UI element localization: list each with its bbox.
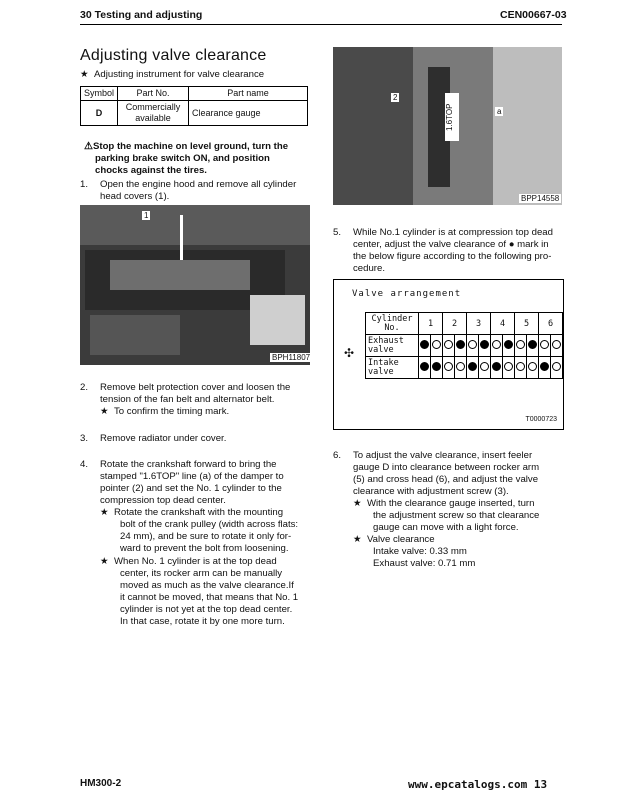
tool-table <box>80 86 308 126</box>
open-circle-icon <box>480 362 489 371</box>
cylinder-6: 6 <box>539 313 563 335</box>
filled-circle-icon <box>432 362 441 371</box>
valve-grid <box>365 312 563 379</box>
filled-circle-icon <box>420 340 429 349</box>
warning-icon: ⚠ <box>84 141 93 152</box>
step-6-note-2: ★ Valve clearance Intake valve: 0.33 mm Exhaust valve: 0.71 mm <box>353 534 476 569</box>
exhaust-mark-cell <box>515 335 527 357</box>
step-4-text: Rotate the crankshaft forward to bring the stamped "1.6TOP" line (a) of the damper to pointer (2) and set the No. 1 cylinder to the compression top dead center. <box>100 459 284 506</box>
valve-figure-code: T0000723 <box>525 416 557 423</box>
step-6-text: To adjust the valve clearance, insert feeler gauge D into clearance between rocker arm (5) and cross head (6), and adjust the valve clearance with adjustment screw (3). <box>353 450 540 497</box>
intake-mark-cell <box>503 357 515 379</box>
open-circle-icon <box>552 362 561 371</box>
cell-part-no: Commercially available <box>118 101 189 126</box>
step-3-text: Remove radiator under cover. <box>100 433 227 444</box>
exhaust-mark-cell <box>527 335 539 357</box>
filled-circle-icon <box>492 362 501 371</box>
exhaust-mark-cell <box>551 335 563 357</box>
open-circle-icon <box>516 362 525 371</box>
intake-mark-cell <box>491 357 503 379</box>
intake-mark-cell <box>479 357 491 379</box>
cylinder-1: 1 <box>419 313 443 335</box>
damper-callout-2: 2 <box>393 93 398 102</box>
fan-icon: ✣ <box>344 346 355 360</box>
damper-stamp: 1.6TOP <box>445 93 459 141</box>
intake-mark-cell <box>443 357 455 379</box>
cylinder-3: 3 <box>467 313 491 335</box>
cell-symbol: D <box>81 101 118 126</box>
intake-mark-cell <box>539 357 551 379</box>
open-circle-icon <box>432 340 441 349</box>
step-1-number: 1. <box>80 179 89 190</box>
engine-photo-code: BPH11807 <box>270 353 310 362</box>
filled-circle-icon <box>528 340 537 349</box>
instrument-note: ★ Adjusting instrument for valve clearance <box>80 69 265 80</box>
document-code: CEN00667-03 <box>500 9 567 21</box>
step-6-note-1: ★ With the clearance gauge inserted, turn the adjustment screw so that clearance gauge can move with a light force. <box>353 498 540 533</box>
exhaust-mark-cell <box>491 335 503 357</box>
section-title: 30 Testing and adjusting <box>80 9 203 21</box>
exhaust-mark-cell <box>503 335 515 357</box>
exhaust-mark-cell <box>419 335 431 357</box>
filled-circle-icon <box>480 340 489 349</box>
step-6-number: 6. <box>333 450 342 461</box>
step-5-number: 5. <box>333 227 342 238</box>
step-3-number: 3. <box>80 433 89 444</box>
cylinder-5: 5 <box>515 313 539 335</box>
intake-mark-cell <box>551 357 563 379</box>
exhaust-mark-cell <box>431 335 443 357</box>
open-circle-icon <box>504 362 513 371</box>
valve-arrangement-figure <box>333 279 564 430</box>
step-4-number: 4. <box>80 459 89 470</box>
open-circle-icon <box>468 340 477 349</box>
header-rule <box>80 24 562 25</box>
intake-mark-cell <box>515 357 527 379</box>
exhaust-mark-cell <box>455 335 467 357</box>
damper-photo-code: BPP14558 <box>521 194 560 203</box>
warning-text: ⚠Stop the machine on level ground, turn the parking brake switch ON, and position chocks against the tires. <box>84 141 289 176</box>
filled-circle-icon <box>504 340 513 349</box>
intake-mark-cell <box>527 357 539 379</box>
open-circle-icon <box>444 362 453 371</box>
step-5-text: While No.1 cylinder is at compression top dead center, adjust the valve clearance of ● mark in the below figure according to the following pro- cedure. <box>353 227 553 274</box>
open-circle-icon <box>492 340 501 349</box>
open-circle-icon <box>444 340 453 349</box>
step-4-note-1: ★ Rotate the crankshaft with the mounting bolt of the crank pulley (width across flats: 24 mm), and be sure to rotate it only for- ward to prevent the bolt from loosening. <box>100 507 299 554</box>
page-title: Adjusting valve clearance <box>80 47 267 64</box>
engine-photo <box>80 205 310 365</box>
filled-circle-icon <box>456 340 465 349</box>
valve-figure-title: Valve arrangement <box>352 289 462 299</box>
step-2-number: 2. <box>80 382 89 393</box>
intake-mark-cell <box>455 357 467 379</box>
damper-photo <box>333 47 562 205</box>
filled-circle-icon <box>420 362 429 371</box>
cylinder-header: Cylinder No. <box>366 313 419 335</box>
open-circle-icon <box>456 362 465 371</box>
step-2-text: Remove belt protection cover and loosen the tension of the fan belt and alternator belt. ★ To confirm the timing mark. <box>100 382 291 417</box>
damper-callout-a: a <box>497 107 502 116</box>
col-part-name: Part name <box>189 87 308 101</box>
cylinder-2: 2 <box>443 313 467 335</box>
open-circle-icon <box>552 340 561 349</box>
exhaust-mark-cell <box>539 335 551 357</box>
col-symbol: Symbol <box>81 87 118 101</box>
step-1-text: Open the engine hood and remove all cylinder head covers (1). <box>100 179 297 202</box>
open-circle-icon <box>516 340 525 349</box>
cylinder-4: 4 <box>491 313 515 335</box>
footer-site: www.epcatalogs.com 13 <box>408 778 548 791</box>
intake-label: Intake valve <box>366 357 419 379</box>
exhaust-mark-cell <box>479 335 491 357</box>
col-part-no: Part No. <box>118 87 189 101</box>
open-circle-icon <box>528 362 537 371</box>
footer-model: HM300-2 <box>80 778 122 789</box>
exhaust-mark-cell <box>443 335 455 357</box>
engine-callout: 1 <box>144 211 149 220</box>
intake-mark-cell <box>467 357 479 379</box>
intake-mark-cell <box>431 357 443 379</box>
exhaust-label: Exhaust valve <box>366 335 419 357</box>
filled-circle-icon <box>540 362 549 371</box>
filled-circle-icon <box>468 362 477 371</box>
intake-mark-cell <box>419 357 431 379</box>
exhaust-mark-cell <box>467 335 479 357</box>
cell-part-name: Clearance gauge <box>189 101 308 126</box>
step-4-note-2: ★ When No. 1 cylinder is at the top dead center, its rocker arm can be manually moved as much as the valve clearance.If it cannot be moved, that means that No. 1 cylinder is not yet at the top dead center. In that case, rotate it by one more turn. <box>100 556 299 627</box>
open-circle-icon <box>540 340 549 349</box>
